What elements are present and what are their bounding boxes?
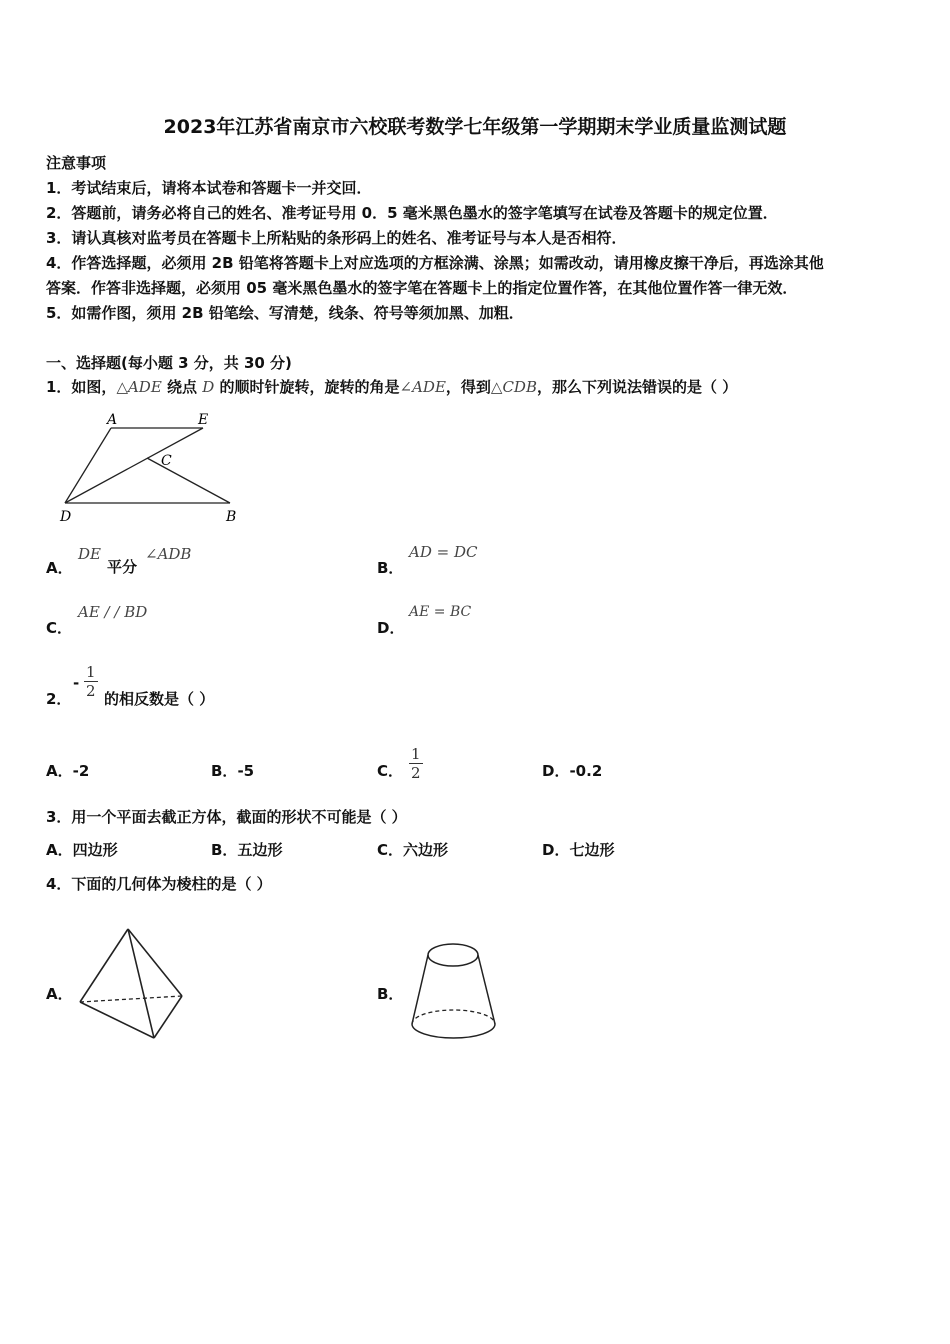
option-letter: D． — [542, 841, 570, 859]
tetrahedron-figure — [74, 922, 189, 1047]
option-b-letter: B． — [377, 559, 404, 577]
fraction-numerator: 1 — [86, 663, 96, 681]
option-d-math: AE = BC — [409, 604, 472, 620]
math-point-d: D — [202, 378, 215, 396]
option-letter: A． — [46, 762, 73, 780]
question-2-fraction — [84, 663, 98, 700]
option-d — [542, 760, 602, 781]
option-a — [46, 839, 118, 860]
notice-heading: 注意事项 — [46, 154, 107, 172]
question-number: 1．如图， — [46, 378, 117, 396]
option-letter: B． — [211, 841, 238, 859]
option-b-math: AD = DC — [409, 543, 478, 561]
option-value: -0.2 — [569, 762, 603, 780]
option-letter: A． — [46, 841, 73, 859]
stem-text: ，那么下列说法错误的是（ ） — [536, 378, 738, 396]
label-e: E — [198, 412, 209, 428]
notice-item: 4．作答选择题，必须用 2B 铅笔将答题卡上对应选项的方框涂满、涂黑；如需改动，请用橡皮擦干净后，再选涂其他 — [46, 254, 824, 272]
option-a-letter: A． — [46, 985, 73, 1003]
question-2-sign: - — [73, 674, 80, 692]
option-b-letter: B． — [377, 985, 404, 1003]
math-triangle-cdb: △CDB — [490, 378, 537, 396]
label-d: D — [60, 509, 72, 525]
fraction-denominator: 2 — [86, 682, 96, 700]
option-a-text: 平分 — [107, 558, 138, 576]
stem-text: 绕点 — [161, 378, 203, 396]
option-c-fraction — [409, 745, 423, 782]
stem-text: ，得到 — [445, 378, 491, 396]
option-value: 四边形 — [72, 841, 118, 859]
option-b — [211, 760, 254, 781]
question-2-tail: 的相反数是（ ） — [104, 690, 215, 708]
option-value: 六边形 — [403, 841, 449, 859]
notice-item: 3．请认真核对监考员在答题卡上所粘贴的条形码上的姓名、准考证号与本人是否相符． — [46, 229, 627, 247]
segment-de — [65, 428, 203, 503]
label-c: C — [161, 453, 172, 469]
label-a: A — [107, 412, 118, 428]
frustum-figure — [405, 938, 505, 1046]
math-triangle-ade: △ADE — [116, 378, 162, 396]
question-3-stem: 3．用一个平面去截正方体，截面的形状不可能是（ ） — [46, 808, 407, 826]
option-a-math-de: DE — [78, 545, 101, 563]
fraction-denominator: 2 — [411, 764, 421, 782]
bottom-front-arc — [412, 1024, 495, 1038]
option-d — [542, 839, 614, 860]
option-a-math-angle: ∠ADB — [145, 545, 192, 563]
option-a — [46, 760, 89, 781]
option-c-math: AE / / BD — [78, 603, 148, 621]
option-value: 七边形 — [569, 841, 615, 859]
option-value: 五边形 — [237, 841, 283, 859]
segment-cb — [147, 458, 230, 503]
option-c-letter: C． — [377, 762, 404, 780]
option-b — [211, 839, 282, 860]
option-d-letter: D． — [377, 619, 405, 637]
edge — [154, 996, 182, 1038]
option-value: -2 — [72, 762, 90, 780]
edge — [80, 1002, 154, 1038]
fraction-numerator: 1 — [411, 745, 421, 763]
math-angle-ade: ∠ADE — [399, 378, 446, 396]
segment-ad — [65, 428, 111, 503]
notice-item: 2．答题前，请务必将自己的姓名、准考证号用 0．5 毫米黑色墨水的签字笔填写在试卷及答题卡的规定位置． — [46, 204, 778, 222]
question-4-stem: 4．下面的几何体为棱柱的是（ ） — [46, 875, 272, 893]
notice-item: 1．考试结束后，请将本试卷和答题卡一并交回． — [46, 179, 372, 197]
edge — [80, 929, 128, 1002]
notice-item: 5．如需作图，须用 2B 铅笔绘、写清楚，线条、符号等须加黑、加粗． — [46, 304, 524, 322]
side-edge — [412, 955, 428, 1024]
label-b: B — [226, 509, 237, 525]
question-2-number: 2． — [46, 690, 72, 708]
option-letter: B． — [211, 762, 238, 780]
question-1-figure — [55, 408, 255, 528]
hidden-edge — [80, 996, 182, 1002]
option-a-letter: A． — [46, 559, 73, 577]
page-title: 2023年江苏省南京市六校联考数学七年级第一学期期末学业质量监测试题 — [163, 116, 787, 138]
stem-text: 的顺时针旋转，旋转的角是 — [214, 378, 400, 396]
notice-item: 答案．作答非选择题，必须用 05 毫米黑色墨水的签字笔在答题卡上的指定位置作答，在其他位置作答一律无效． — [46, 279, 798, 297]
option-letter: D． — [542, 762, 570, 780]
section-heading: 一、选择题(每小题 3 分，共 30 分) — [46, 354, 292, 372]
top-ellipse — [428, 944, 478, 966]
option-letter: C． — [377, 841, 404, 859]
option-value: -5 — [237, 762, 255, 780]
bottom-hidden-arc — [412, 1010, 495, 1024]
option-c-letter: C． — [46, 619, 73, 637]
question-1-stem — [46, 376, 737, 397]
option-c — [377, 839, 448, 860]
